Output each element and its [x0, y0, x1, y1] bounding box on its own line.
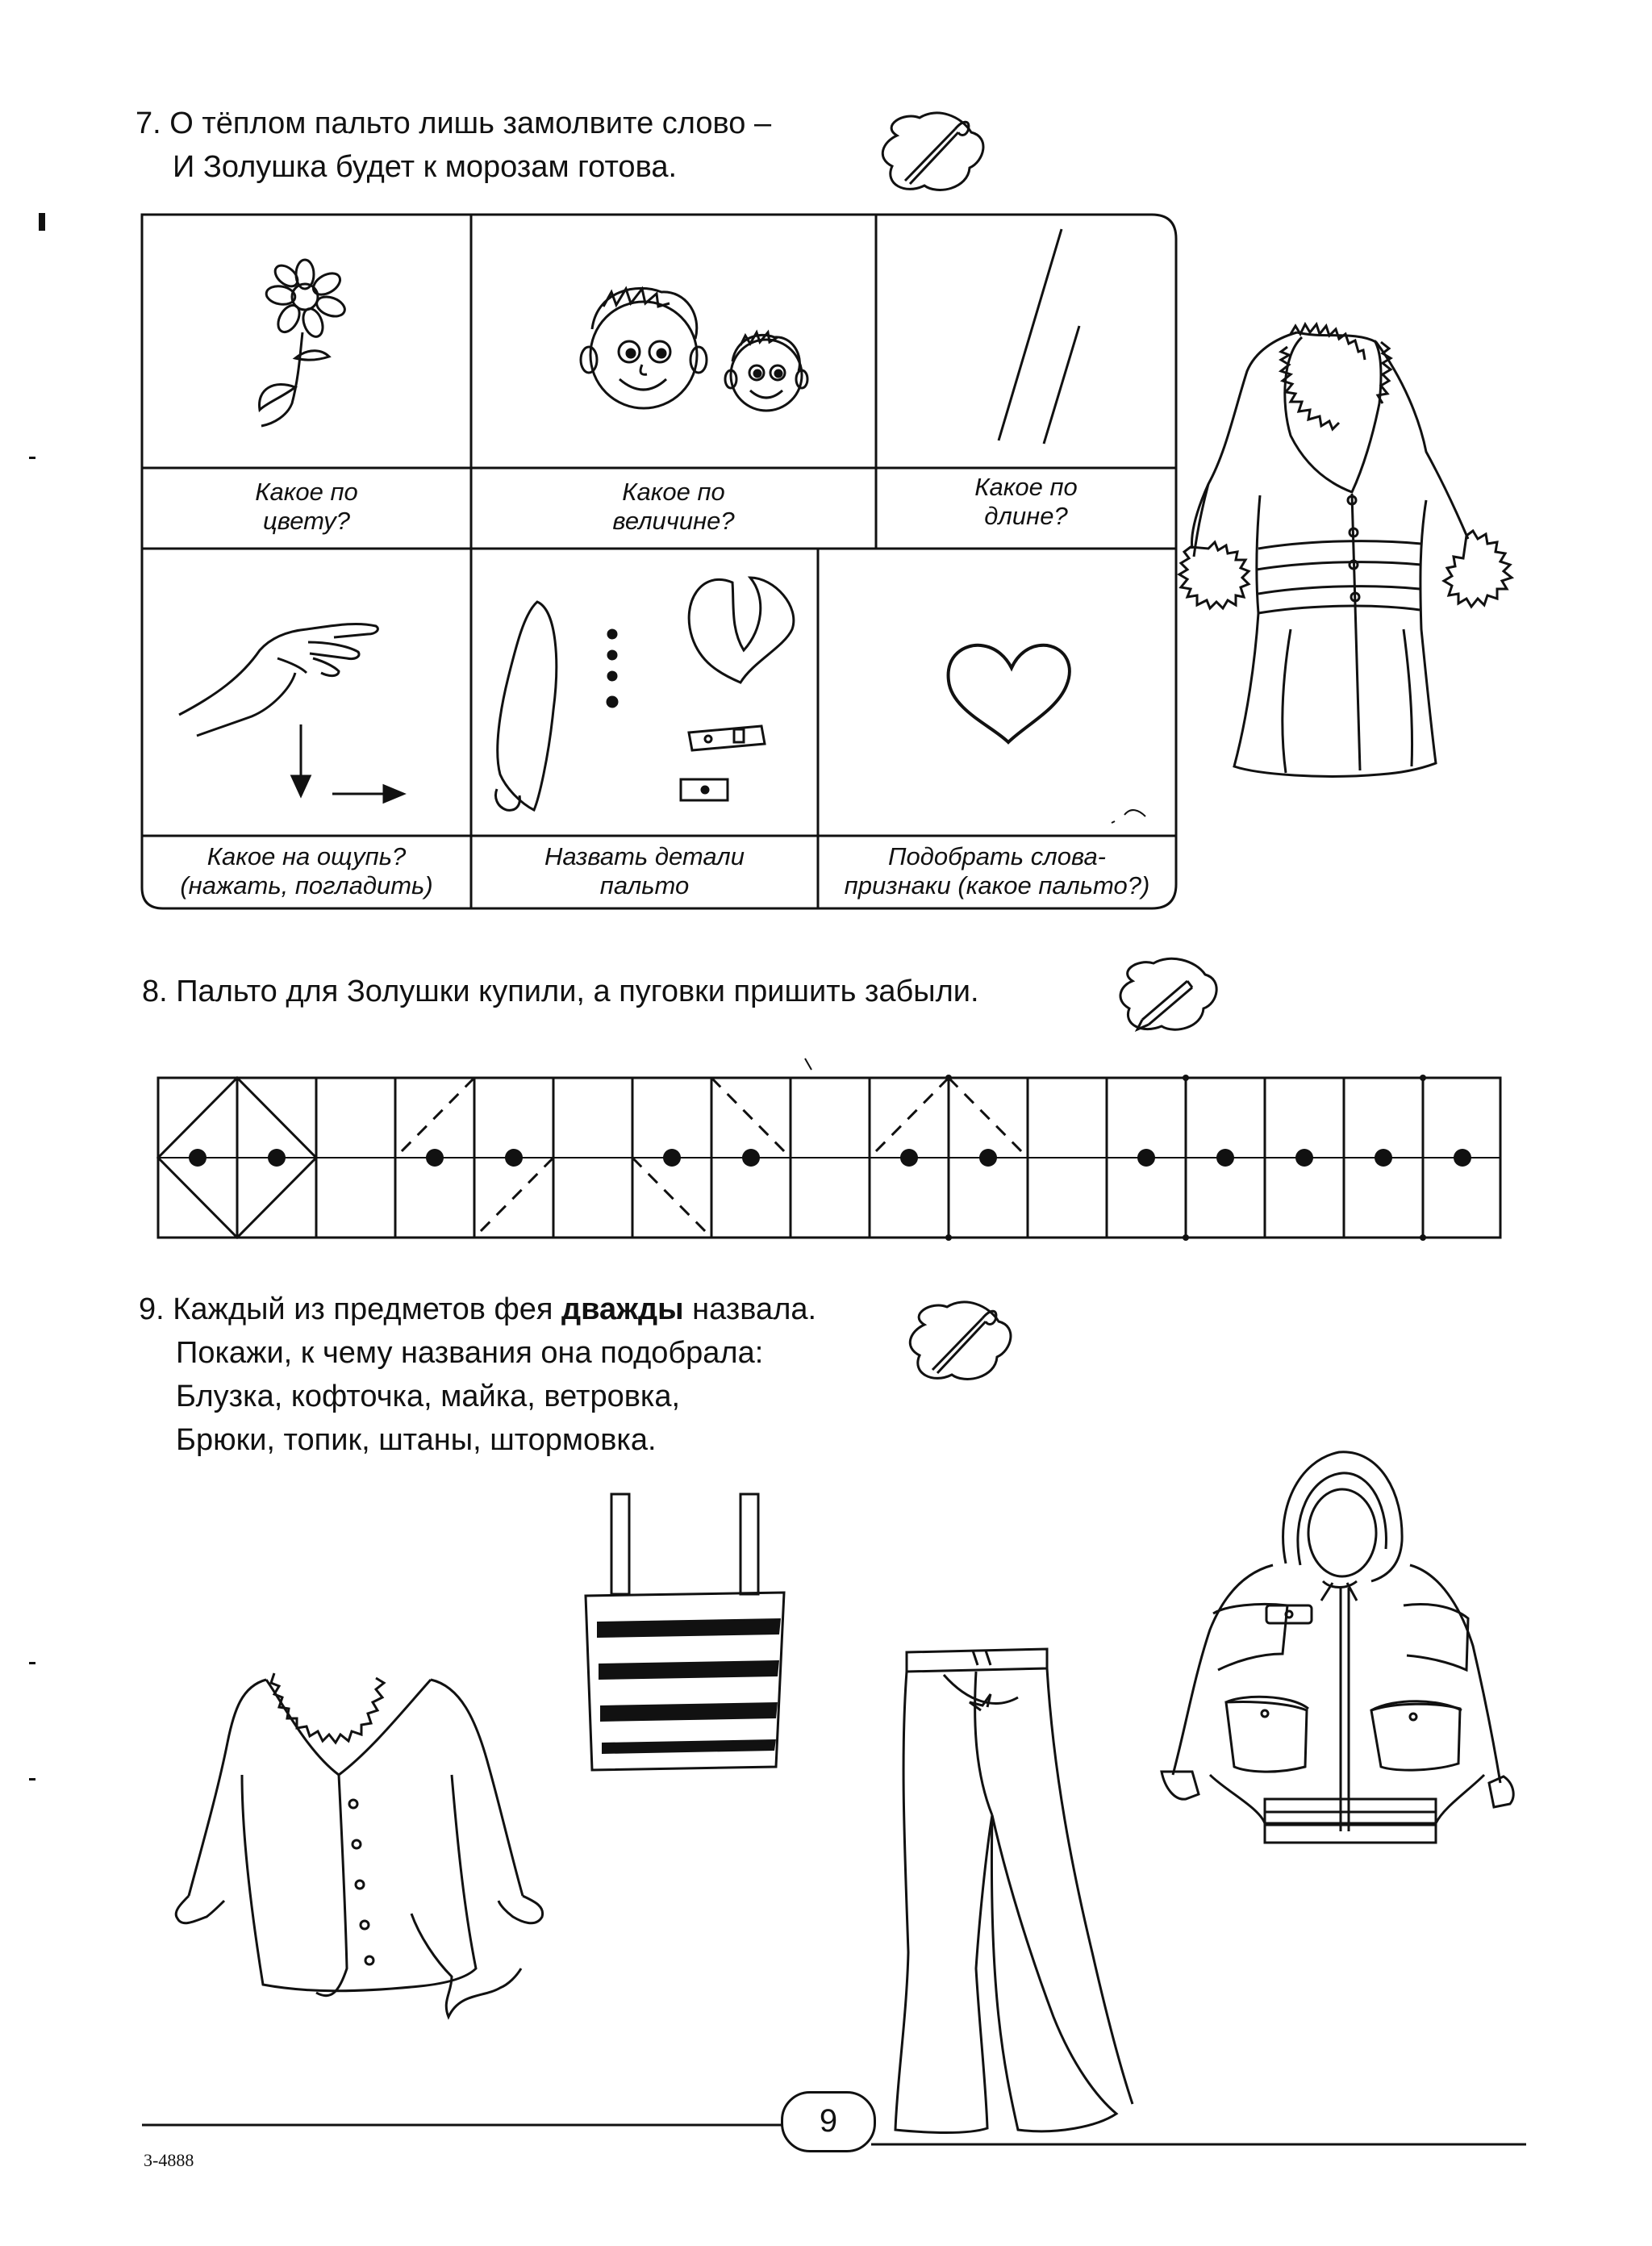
button-dot	[268, 1149, 286, 1167]
task9-line1-post: назвала.	[683, 1292, 817, 1326]
button-dot	[189, 1149, 206, 1167]
task9-line3: Блузка, кофточка, майка, ветровка,	[176, 1380, 681, 1413]
print-code: 3-4888	[144, 2150, 194, 2170]
caption-words-line2: признаки (какое пальто?)	[844, 871, 1150, 900]
caption-length-line1: Какое по	[974, 473, 1078, 501]
grid-marker-dot	[945, 1234, 952, 1241]
caption-details-line1: Назвать детали	[544, 842, 745, 870]
button-dot	[505, 1149, 523, 1167]
task7-line1: 7. О тёплом пальто лишь замолвите слово –	[136, 106, 772, 140]
grid-marker-dot	[1420, 1075, 1426, 1081]
caption-color-line2: цвету?	[262, 507, 350, 535]
caption-details-line2: пальто	[599, 871, 690, 900]
caption-touch-line2: (нажать, погладить)	[180, 871, 433, 900]
caption-length	[876, 473, 1176, 531]
button-dot	[663, 1149, 681, 1167]
button-dot	[1295, 1149, 1313, 1167]
grid-marker-dot	[1183, 1234, 1189, 1241]
button-dot	[979, 1149, 997, 1167]
caption-color	[142, 478, 471, 536]
task9-line2: Покажи, к чему названия она подобрала:	[176, 1336, 764, 1370]
caption-color-line1: Какое по	[255, 478, 358, 506]
page-number: 9	[781, 2091, 876, 2152]
caption-size-line1: Какое по	[622, 478, 725, 506]
button-dot	[1454, 1149, 1471, 1167]
task7-line2: И Золушка будет к морозам готова.	[173, 150, 678, 184]
button-dot	[1375, 1149, 1392, 1167]
caption-size-line2: величине?	[612, 507, 735, 535]
task9-line1	[139, 1288, 816, 1331]
grid-marker-dot	[1183, 1075, 1189, 1081]
task8-text	[142, 970, 979, 1013]
button-dot	[1216, 1149, 1234, 1167]
task9-text	[139, 1288, 816, 1462]
task9-line1-bold: дважды	[561, 1292, 684, 1326]
caption-length-line2: длине?	[984, 502, 1068, 530]
caption-touch-line1: Какое на ощупь?	[206, 842, 407, 870]
grid-marker-dot	[1420, 1234, 1426, 1241]
button-dot	[1137, 1149, 1155, 1167]
task9-line4: Брюки, топик, штаны, штормовка.	[176, 1423, 657, 1457]
button-dot	[426, 1149, 444, 1167]
button-dot	[900, 1149, 918, 1167]
task8-line1: 8. Пальто для Золушки купили, а пуговки пришить забыли.	[142, 975, 979, 1008]
button-dot	[742, 1149, 760, 1167]
grid-marker-dot	[945, 1075, 952, 1081]
caption-size	[471, 478, 876, 536]
caption-touch	[142, 842, 471, 900]
caption-words	[818, 842, 1176, 900]
caption-words-line1: Подобрать слова-	[887, 842, 1107, 870]
task9-line1-pre: 9. Каждый из предметов фея	[139, 1292, 561, 1326]
task7-text	[136, 102, 771, 189]
caption-details	[471, 842, 818, 900]
